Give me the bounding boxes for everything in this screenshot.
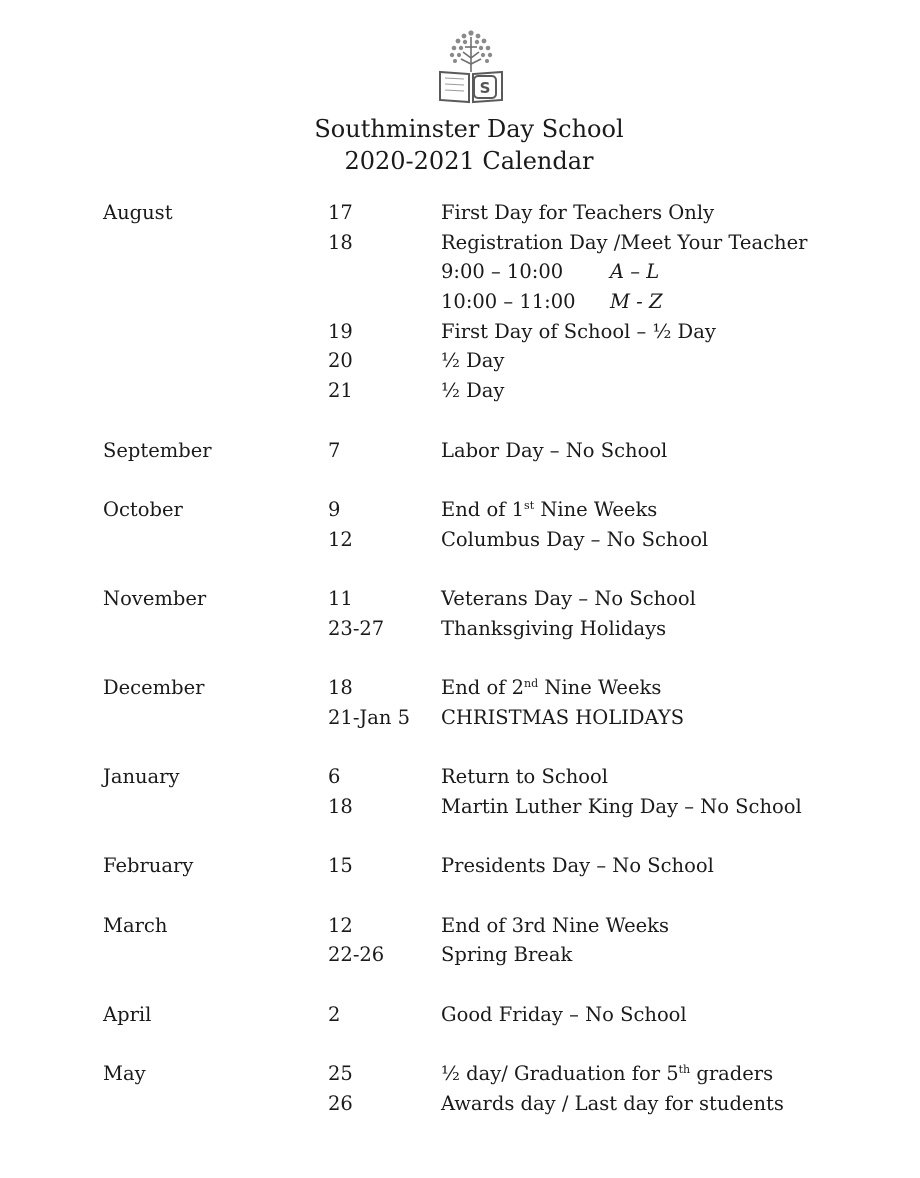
time-slot-row	[0, 287, 920, 317]
event-description	[441, 376, 504, 406]
event-text: CHRISTMAS HOLIDAYS	[441, 705, 685, 729]
event-text-after: Nine Weeks	[538, 676, 662, 699]
event-description	[441, 762, 608, 792]
event-description	[441, 851, 714, 881]
time-slot: 10:00 – 11:00	[441, 290, 576, 314]
month-label: November	[103, 586, 207, 610]
month-spacer	[0, 970, 920, 1000]
event-date: 11	[328, 586, 353, 610]
calendar-subtitle: 2020-2021 Calendar	[344, 147, 594, 175]
calendar-row	[0, 911, 920, 941]
month-spacer	[0, 881, 920, 911]
calendar-row	[0, 940, 920, 970]
calendar-row	[0, 525, 920, 555]
calendar-row	[0, 317, 920, 347]
calendar-list	[0, 198, 920, 1118]
calendar-row	[0, 495, 920, 525]
event-text: Registration Day /Meet Your Teacher	[441, 230, 808, 254]
event-text: First Day of School – ½ Day	[441, 319, 716, 343]
event-description	[441, 911, 669, 941]
event-description	[441, 1000, 687, 1030]
event-date: 21-Jan 5	[328, 705, 411, 729]
event-date: 18	[328, 230, 353, 254]
month-spacer	[0, 406, 920, 436]
event-text-after: graders	[690, 1061, 774, 1085]
calendar-row	[0, 673, 920, 703]
school-logo	[436, 28, 506, 104]
calendar-row	[0, 1059, 920, 1089]
event-text: End of 2	[441, 676, 525, 699]
event-text: Presidents Day – No School	[441, 854, 714, 878]
month-label: October	[103, 497, 183, 521]
event-description	[441, 317, 716, 347]
month-spacer	[0, 1029, 920, 1059]
calendar-row	[0, 851, 920, 881]
event-date: 18	[328, 676, 353, 699]
event-date: 9	[328, 497, 341, 521]
event-text: Martin Luther King Day – No School	[441, 794, 802, 818]
calendar-row	[0, 1089, 920, 1119]
school-name-title: Southminster Day School	[314, 115, 624, 143]
time-slot-row	[0, 257, 920, 287]
event-text-after: Nine Weeks	[534, 497, 658, 521]
calendar-row	[0, 703, 920, 733]
calendar-row	[0, 376, 920, 406]
event-date: 2	[328, 1002, 341, 1026]
event-date: 6	[328, 765, 341, 789]
month-spacer	[0, 821, 920, 851]
event-text: Veterans Day – No School	[441, 586, 696, 610]
event-date: 22-26	[328, 943, 385, 967]
event-description	[441, 792, 802, 822]
event-text: ½ Day	[441, 379, 505, 403]
event-text: First Day for Teachers Only	[441, 201, 715, 224]
event-text: Spring Break	[441, 943, 573, 967]
event-description	[441, 1059, 773, 1089]
event-description	[441, 525, 708, 555]
calendar-row	[0, 762, 920, 792]
event-description	[441, 495, 657, 525]
event-date: 12	[328, 913, 353, 937]
event-text: ½ Day	[441, 349, 505, 373]
month-label: May	[103, 1061, 146, 1085]
event-text: Awards day / Last day for students	[441, 1091, 784, 1115]
month-label: December	[103, 676, 205, 699]
event-date: 25	[328, 1061, 353, 1085]
event-date: 15	[328, 854, 353, 878]
month-label: September	[103, 438, 212, 462]
event-description	[441, 436, 667, 466]
month-label: February	[103, 854, 194, 878]
event-date: 26	[328, 1091, 353, 1115]
ordinal-suffix: st	[524, 498, 535, 512]
event-date: 23-27	[328, 616, 385, 640]
calendar-row	[0, 614, 920, 644]
calendar-row	[0, 792, 920, 822]
name-group: M - Z	[610, 290, 663, 314]
calendar-row	[0, 346, 920, 376]
ordinal-suffix: th	[678, 1062, 691, 1076]
calendar-row	[0, 228, 920, 258]
event-text: Good Friday – No School	[441, 1002, 687, 1026]
event-text: End of 3rd Nine Weeks	[441, 913, 669, 937]
month-label: April	[103, 1002, 152, 1026]
event-date: 12	[328, 527, 353, 551]
month-spacer	[0, 732, 920, 762]
logo-letter: S	[479, 79, 491, 97]
event-description	[441, 228, 807, 258]
event-date: 19	[328, 319, 353, 343]
name-group: A – L	[610, 260, 660, 284]
month-spacer	[0, 554, 920, 584]
event-description	[441, 198, 714, 228]
event-text: Columbus Day – No School	[441, 527, 709, 551]
month-label: March	[103, 913, 168, 937]
event-text: Return to School	[441, 765, 609, 789]
month-label: January	[103, 765, 180, 789]
event-description	[441, 673, 661, 703]
calendar-row	[0, 198, 920, 228]
event-description	[441, 346, 504, 376]
event-date: 21	[328, 379, 353, 403]
calendar-row	[0, 1000, 920, 1030]
event-description	[441, 703, 684, 733]
month-spacer	[0, 465, 920, 495]
event-text: ½ day/ Graduation for 5	[441, 1061, 679, 1085]
event-date: 7	[328, 438, 341, 462]
event-text: End of 1	[441, 497, 525, 521]
time-slot: 9:00 – 10:00	[441, 260, 564, 284]
ordinal-suffix: nd	[524, 677, 539, 690]
month-label: August	[103, 201, 173, 224]
event-text: Thanksgiving Holidays	[441, 616, 667, 640]
event-description	[441, 584, 696, 614]
month-spacer	[0, 643, 920, 673]
event-text: Labor Day – No School	[441, 438, 668, 462]
calendar-row	[0, 436, 920, 466]
event-description	[441, 1089, 784, 1119]
event-date: 20	[328, 349, 353, 373]
event-date: 17	[328, 201, 353, 224]
calendar-row	[0, 584, 920, 614]
event-description	[441, 940, 572, 970]
event-description	[441, 614, 666, 644]
event-date: 18	[328, 794, 353, 818]
